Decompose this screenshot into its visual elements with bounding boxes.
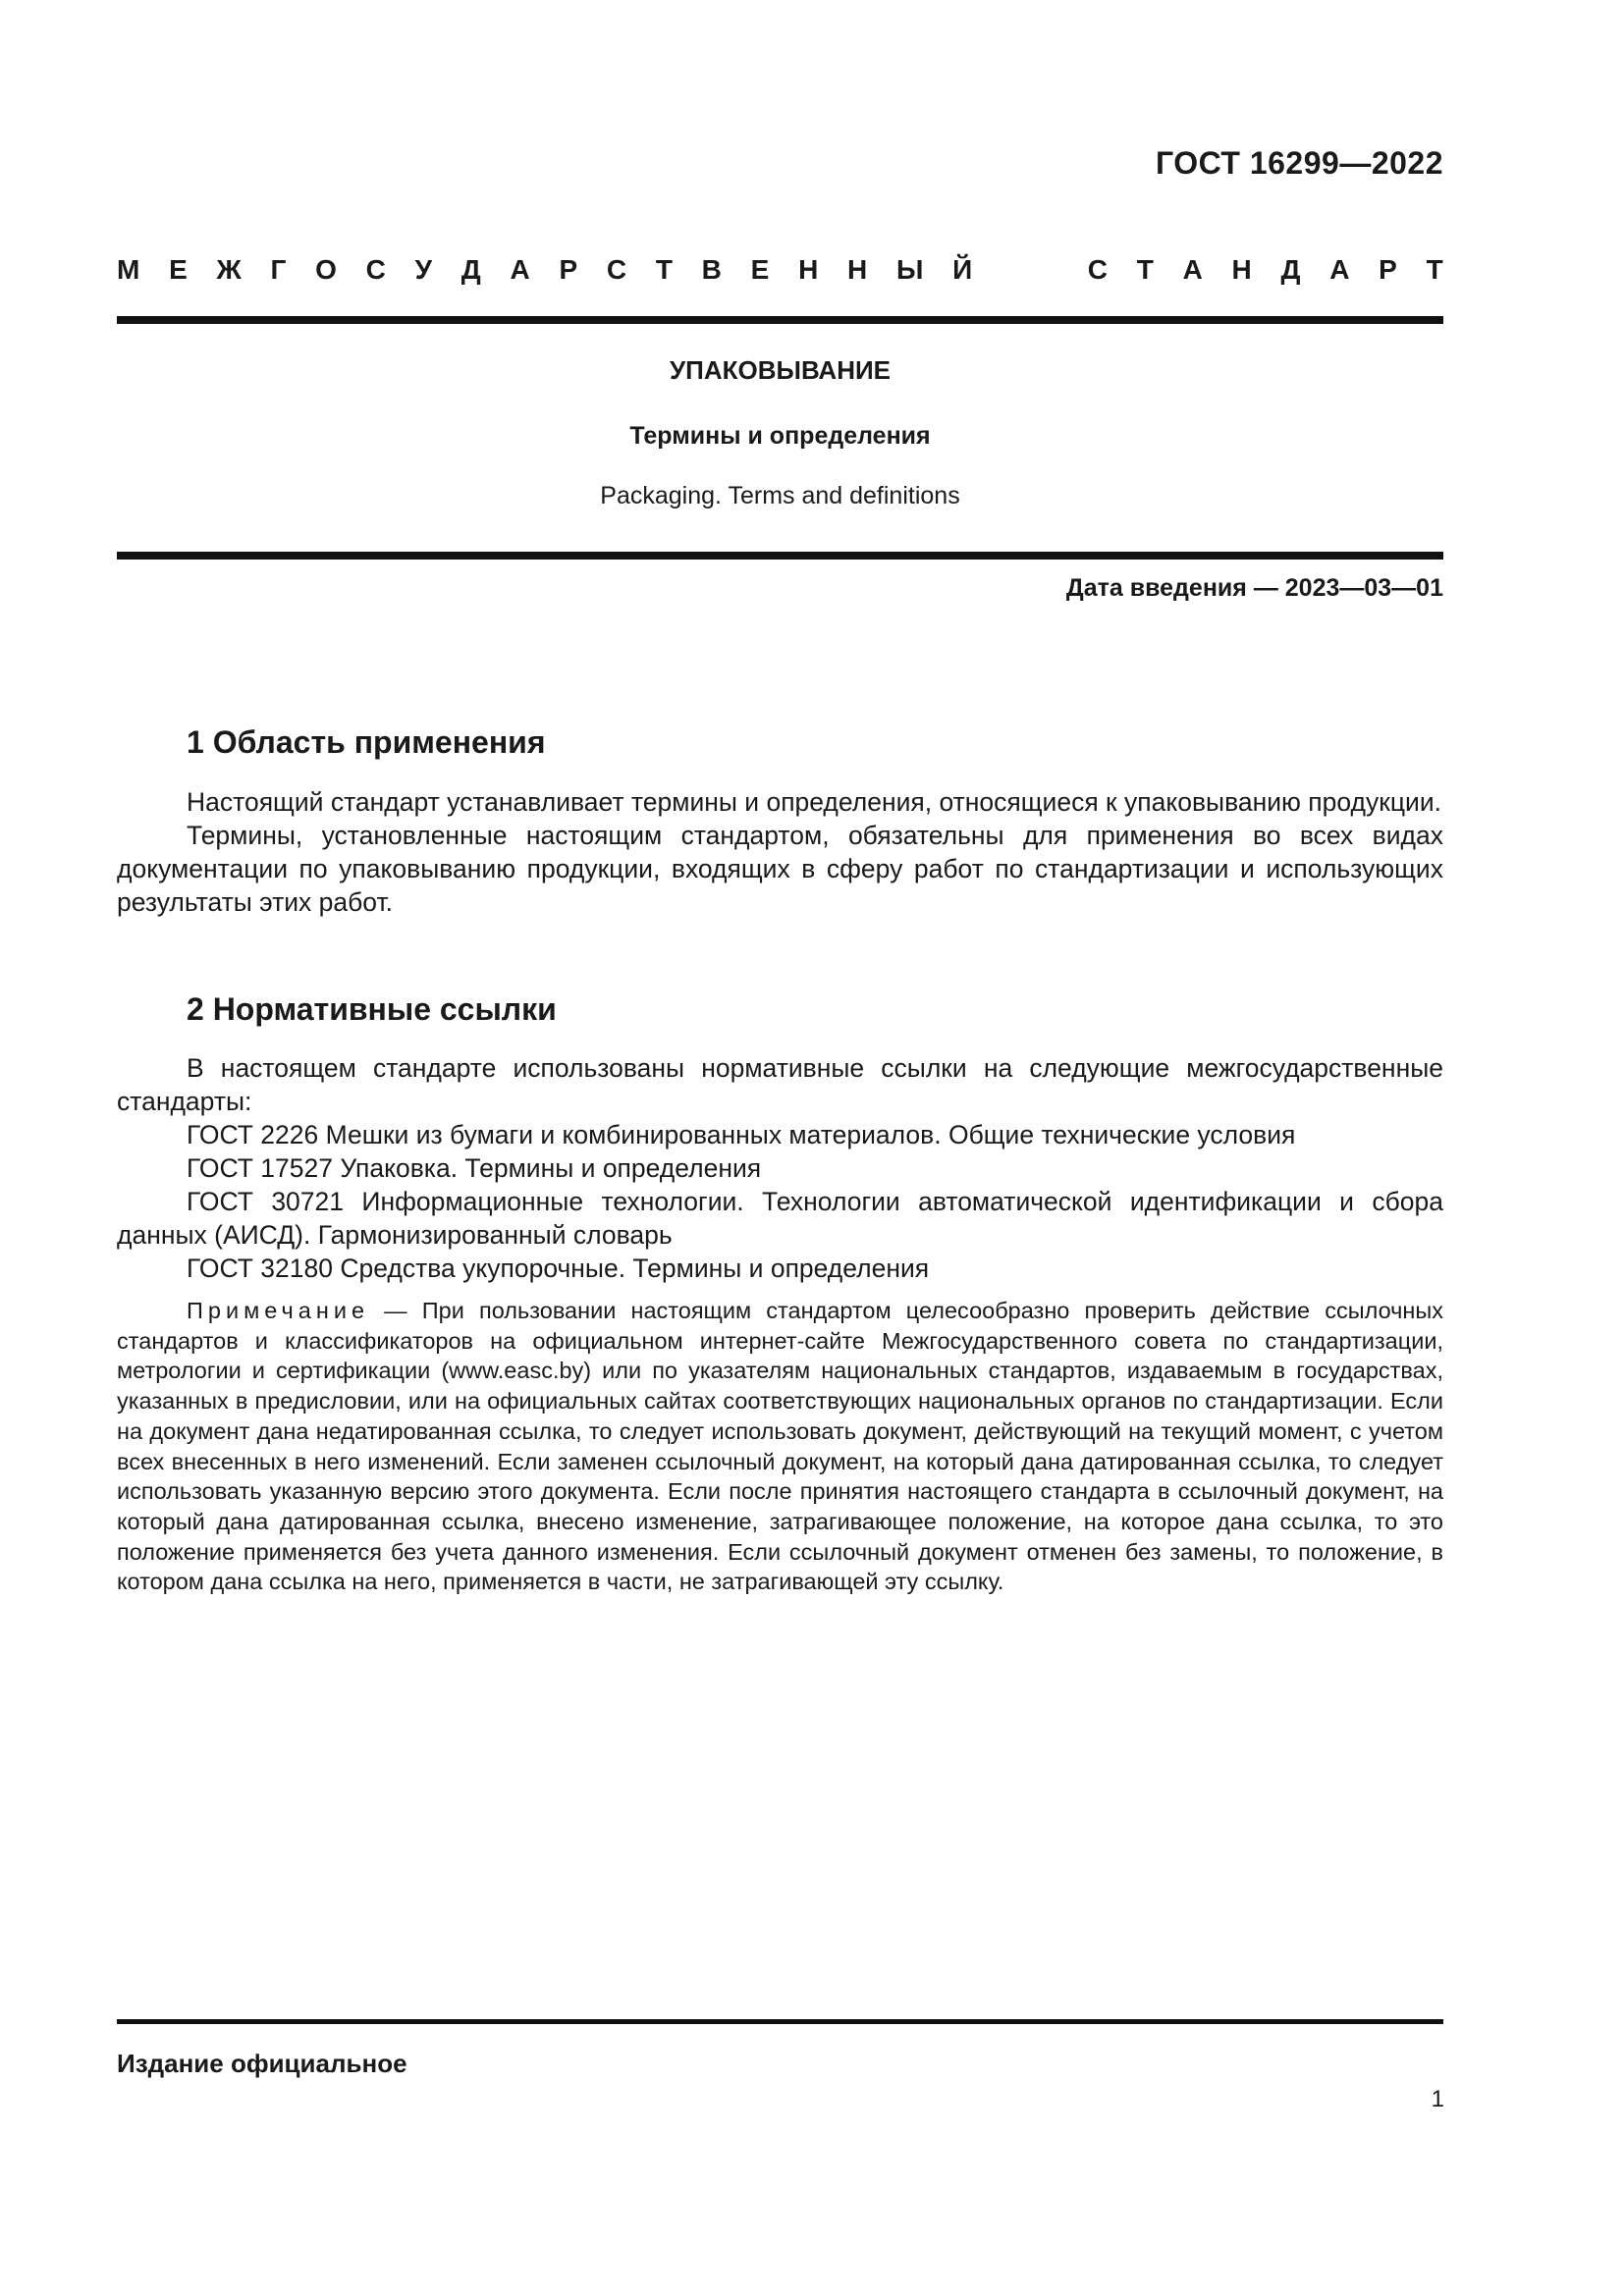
top-divider: [117, 316, 1443, 324]
note-label: Примечание: [187, 1298, 370, 1323]
standard-type-letter: Т: [655, 254, 673, 285]
reference-item: ГОСТ 17527 Упаковка. Термины и определения: [187, 1153, 762, 1183]
standard-type-letter: Н: [847, 254, 868, 285]
edition-label: Издание официальное: [117, 2049, 407, 2078]
standard-type-letter: В: [701, 254, 722, 285]
standard-type-letter: Р: [559, 254, 578, 285]
standard-type-letter: О: [315, 254, 337, 285]
standard-type-letter: Е: [169, 254, 188, 285]
title-divider: [117, 552, 1443, 560]
english-title: Packaging. Terms and definitions: [600, 482, 960, 509]
standard-type-letter: Е: [750, 254, 770, 285]
document-title: УПАКОВЫВАНИЕ: [669, 355, 892, 385]
page-number: 1: [1431, 2086, 1444, 2112]
reference-item: ГОСТ 2226 Мешки из бумаги и комбинированных материалов. Общие технические условия: [187, 1120, 1296, 1149]
standard-type-letter: Н: [1231, 254, 1252, 285]
standard-type-letter: Т: [1426, 254, 1443, 285]
standard-type-letter: Ж: [216, 254, 242, 285]
reference-item: ГОСТ 32180 Средства укупорочные. Термины и определения: [187, 1254, 930, 1283]
footer-divider: [117, 2019, 1443, 2024]
word-gap: [1001, 254, 1058, 286]
standard-type-letter: С: [606, 254, 627, 285]
standard-type-letter: Г: [270, 254, 287, 285]
section-heading: 1 Область применения: [187, 724, 546, 760]
standard-type-letter: У: [414, 254, 433, 285]
standard-type-letter: Н: [798, 254, 819, 285]
note-text: — При пользовании настоящим стандартом целесообразно проверить действие ссылочных стандартов и классификаторов на официальном интернет-сайте Межгосударственного совета по стандартизации, метрологии и сертификации (www.easc.by) или по указателям национальных стандартов, издаваемым в государствах, указанных в предисловии, или на официальных сайтах соответствующих национальных органов по стандартизации. Если на документ дана недатированная ссылка, то следует использовать документ, действующий на текущий момент, с учетом всех внесенных в него изменений. Если заменен ссылочный документ, на который дана датированная ссылка, то следует использовать указанную версию этого документа. Если после принятия настоящего стандарта в ссылочный документ, на который дана датированная ссылка, внесено изменение, затрагивающее положение, на которое дана ссылка, то это положение применяется без учета данного изменения. Если ссылочный документ отменен без замены, то положение, в котором дана ссылка на него, применяется в части, не затрагивающей эту ссылку.: [117, 1298, 1443, 1595]
standard-type-letter: Й: [952, 254, 973, 285]
paragraph: В настоящем стандарте использованы нормативные ссылки на следующие межгосударственные стандарты:: [117, 1053, 1443, 1116]
paragraph: Настоящий стандарт устанавливает термины и определения, относящиеся к упаковыванию продукции.: [187, 787, 1441, 817]
document-id: ГОСТ 16299—2022: [1155, 145, 1443, 181]
note-block: [117, 1296, 1443, 1597]
standard-type-letter: А: [510, 254, 530, 285]
standard-type-letter: С: [1087, 254, 1108, 285]
document-subtitle: Термины и определения: [629, 422, 931, 450]
standard-type-letter: С: [365, 254, 386, 285]
introduction-date: Дата введения — 2023—03—01: [1065, 574, 1443, 602]
standard-type-letter: А: [1182, 254, 1203, 285]
standard-type-letter: Ы: [896, 254, 924, 285]
section-body: [117, 785, 1443, 919]
standard-type-letter: Р: [1379, 254, 1397, 285]
section-heading: 2 Нормативные ссылки: [187, 991, 557, 1027]
standard-type-letter: Д: [1280, 254, 1301, 285]
reference-item: ГОСТ 30721 Информационные технологии. Технологии автоматической идентификации и сбора данных (АИСД). Гармонизированный словарь: [117, 1187, 1443, 1250]
standard-type-letter: Т: [1136, 254, 1154, 285]
standard-type-heading: [117, 254, 1443, 286]
paragraph: Термины, установленные настоящим стандартом, обязательны для применения во всех видах документации по упаковыванию продукции, входящих в сферу работ по стандартизации и использующих результаты этих работ.: [117, 821, 1443, 917]
standard-type-letter: А: [1329, 254, 1350, 285]
standard-type-letter: М: [117, 254, 140, 285]
section-body: [117, 1051, 1443, 1285]
standard-type-letter: Д: [460, 254, 481, 285]
